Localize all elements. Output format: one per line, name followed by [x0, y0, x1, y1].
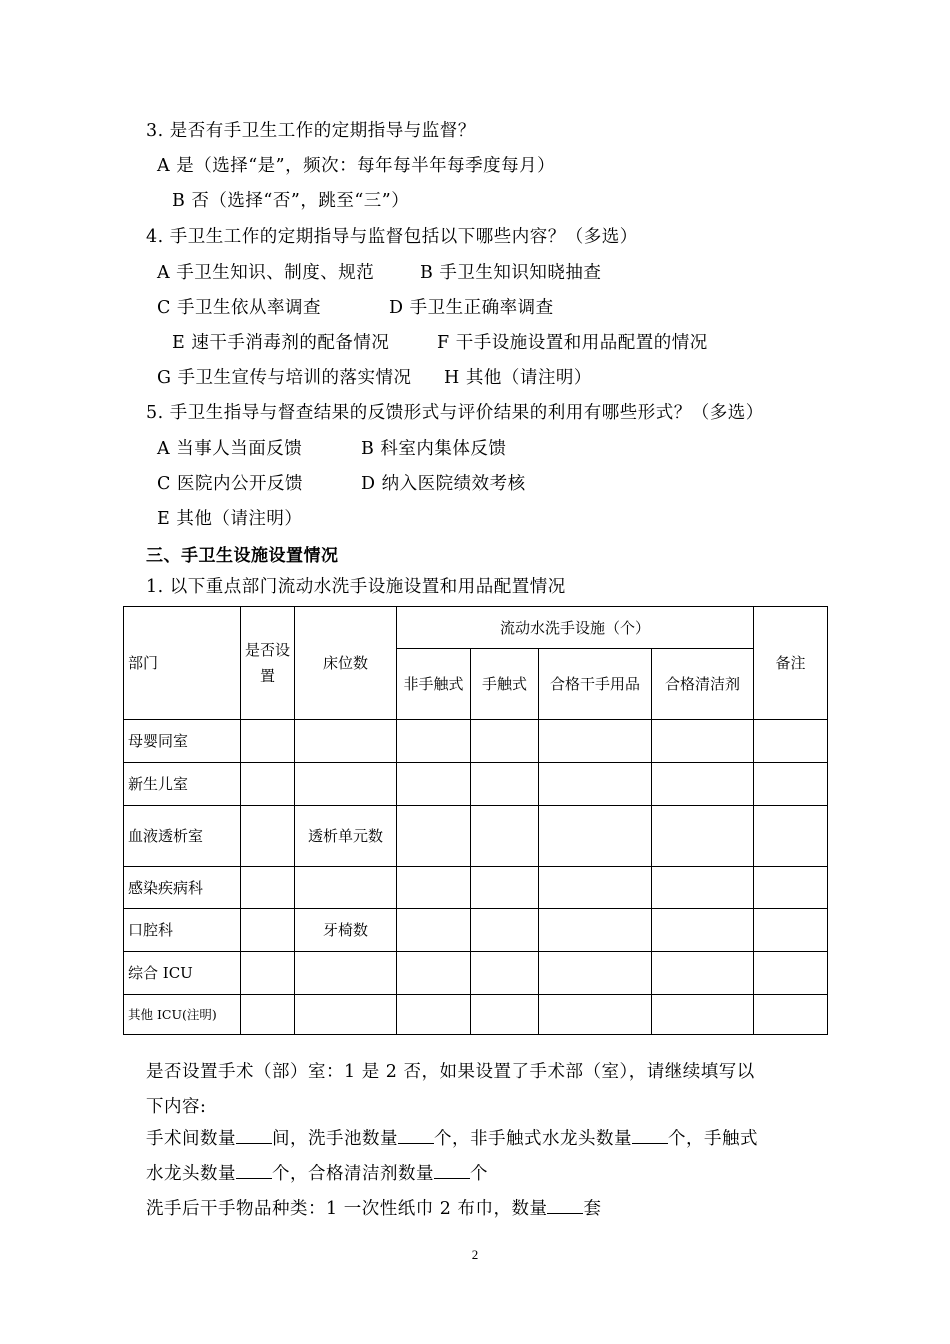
- surgery-line-2: 下内容:: [146, 1097, 207, 1117]
- cell-beds[interactable]: [295, 763, 397, 806]
- cell-beds[interactable]: [295, 867, 397, 909]
- table-row: [124, 909, 828, 952]
- cell-touch[interactable]: [471, 909, 539, 952]
- q4-option-g: G 手卫生宣传与培训的落实情况: [157, 368, 412, 388]
- cell-note[interactable]: [754, 909, 828, 952]
- cell-beds[interactable]: [295, 720, 397, 763]
- cell-cleaner[interactable]: [652, 720, 754, 763]
- header-touch: 手触式: [471, 649, 539, 720]
- cell-note[interactable]: [754, 952, 828, 995]
- label-sink-count: 间，洗手池数量: [272, 1129, 398, 1149]
- q3-option-b: B 否（选择“否”，跳至“三”）: [172, 191, 410, 211]
- cell-dry[interactable]: [539, 909, 652, 952]
- header-dry: 合格干手用品: [539, 649, 652, 720]
- q3-question: 3. 是否有手卫生工作的定期指导与监督？: [146, 121, 476, 141]
- q4-option-b: B 手卫生知识知晓抽查: [420, 263, 602, 283]
- table-row: [124, 806, 828, 867]
- row-dept: 新生儿室: [124, 763, 241, 806]
- label-non-touch-faucet: 个，非手触式水龙头数量: [434, 1129, 632, 1149]
- q3-option-a: A 是（选择“是”，频次：每年每半年每季度每月）: [157, 156, 556, 176]
- cell-cleaner[interactable]: [652, 952, 754, 995]
- q5-option-e: E 其他（请注明）: [157, 509, 303, 529]
- cell-note[interactable]: [754, 867, 828, 909]
- label-room-count: 手术间数量: [146, 1129, 236, 1149]
- cell-dry[interactable]: [539, 720, 652, 763]
- q4-question: 4. 手卫生工作的定期指导与监督包括以下哪些内容？（多选）: [146, 227, 638, 247]
- cell-dry[interactable]: [539, 763, 652, 806]
- cell-set[interactable]: [241, 720, 295, 763]
- q4-option-e: E 速干手消毒剂的配备情况: [172, 333, 390, 353]
- label-dry-items: 洗手后干手物品种类：1 一次性纸巾 2 布巾，数量: [146, 1199, 548, 1219]
- cell-touch[interactable]: [471, 867, 539, 909]
- q5-option-b: B 科室内集体反馈: [361, 439, 507, 459]
- cell-beds[interactable]: [295, 952, 397, 995]
- section-item-1: 1. 以下重点部门流动水洗手设施设置和用品配置情况: [146, 577, 566, 597]
- header-beds: 床位数: [295, 607, 397, 720]
- cell-non-touch[interactable]: [397, 806, 471, 867]
- row-dept: 口腔科: [124, 909, 241, 952]
- header-facility-group: 流动水洗手设施（个）: [397, 607, 754, 649]
- cell-cleaner[interactable]: [652, 806, 754, 867]
- section-title: 三、手卫生设施设置情况: [146, 546, 339, 566]
- cell-dry[interactable]: [539, 952, 652, 995]
- facility-table: [123, 606, 828, 1035]
- cell-touch[interactable]: [471, 763, 539, 806]
- cell-set[interactable]: [241, 806, 295, 867]
- cell-dry[interactable]: [539, 995, 652, 1035]
- surgery-line-3: [146, 1125, 758, 1150]
- q4-option-f: F 干手设施设置和用品配置的情况: [437, 333, 708, 353]
- cell-cleaner[interactable]: [652, 909, 754, 952]
- row-dept: 其他 ICU(注明): [124, 995, 241, 1035]
- cell-note[interactable]: [754, 995, 828, 1035]
- header-note: 备注: [754, 607, 828, 720]
- q4-option-h: H 其他（请注明）: [444, 368, 592, 388]
- page-number: 2: [471, 1247, 479, 1262]
- surgery-line-1: 是否设置手术（部）室：1 是 2 否，如果设置了手术部（室），请继续填写以: [146, 1062, 755, 1082]
- table-row: [124, 995, 828, 1035]
- row-dept: 母婴同室: [124, 720, 241, 763]
- cell-note[interactable]: [754, 763, 828, 806]
- q4-option-c: C 手卫生依从率调查: [157, 298, 321, 318]
- cell-touch[interactable]: [471, 806, 539, 867]
- cell-cleaner[interactable]: [652, 867, 754, 909]
- table-row: [124, 720, 828, 763]
- cell-cleaner[interactable]: [652, 995, 754, 1035]
- faucet-count-blank[interactable]: [236, 1162, 272, 1179]
- cell-set[interactable]: [241, 909, 295, 952]
- row-dept: 感染疾病科: [124, 867, 241, 909]
- q5-option-c: C 医院内公开反馈: [157, 474, 303, 494]
- table-row: [124, 867, 828, 909]
- cell-note[interactable]: [754, 720, 828, 763]
- dry-items-blank[interactable]: [547, 1197, 583, 1214]
- label-set-unit: 套: [583, 1199, 602, 1219]
- row-dept: 血液透析室: [124, 806, 241, 867]
- q4-option-d: D 手卫生正确率调查: [389, 298, 554, 318]
- header-set: 是否设置: [241, 607, 295, 720]
- sink-count-blank[interactable]: [398, 1127, 434, 1144]
- cell-non-touch[interactable]: [397, 720, 471, 763]
- room-count-blank[interactable]: [236, 1127, 272, 1144]
- label-touch-faucet: 个，手触式: [668, 1129, 758, 1149]
- cell-non-touch[interactable]: [397, 909, 471, 952]
- header-non-touch: 非手触式: [397, 649, 471, 720]
- cell-touch[interactable]: [471, 995, 539, 1035]
- surgery-line-5: [146, 1195, 601, 1220]
- cell-non-touch[interactable]: [397, 995, 471, 1035]
- cell-non-touch[interactable]: [397, 867, 471, 909]
- cell-dry[interactable]: [539, 806, 652, 867]
- q5-option-a: A 当事人当面反馈: [157, 439, 303, 459]
- cell-set[interactable]: [241, 867, 295, 909]
- label-faucet-count: 水龙头数量: [146, 1164, 236, 1184]
- q5-question: 5. 手卫生指导与督查结果的反馈形式与评价结果的利用有哪些形式？（多选）: [146, 403, 764, 423]
- cell-set[interactable]: [241, 952, 295, 995]
- q5-option-d: D 纳入医院绩效考核: [361, 474, 526, 494]
- cell-set[interactable]: [241, 763, 295, 806]
- cell-beds[interactable]: [295, 995, 397, 1035]
- surgery-line-4: [146, 1160, 488, 1185]
- table-row: [124, 952, 828, 995]
- q4-option-a: A 手卫生知识、制度、规范: [157, 263, 375, 283]
- table-row: [124, 763, 828, 806]
- cell-beds[interactable]: 透析单元数: [295, 806, 397, 867]
- cell-non-touch[interactable]: [397, 763, 471, 806]
- label-cleaner-count: 个，合格清洁剂数量: [272, 1164, 434, 1184]
- label-unit: 个: [470, 1164, 488, 1184]
- cell-beds[interactable]: 牙椅数: [295, 909, 397, 952]
- cell-dry[interactable]: [539, 867, 652, 909]
- header-dept: 部门: [124, 607, 241, 720]
- cell-note[interactable]: [754, 806, 828, 867]
- row-dept: 综合 ICU: [124, 952, 241, 995]
- header-cleaner: 合格清洁剂: [652, 649, 754, 720]
- cell-non-touch[interactable]: [397, 952, 471, 995]
- non-touch-faucet-blank[interactable]: [632, 1127, 668, 1144]
- cell-touch[interactable]: [471, 720, 539, 763]
- cell-touch[interactable]: [471, 952, 539, 995]
- cell-cleaner[interactable]: [652, 763, 754, 806]
- cleaner-count-blank[interactable]: [434, 1162, 470, 1179]
- cell-set[interactable]: [241, 995, 295, 1035]
